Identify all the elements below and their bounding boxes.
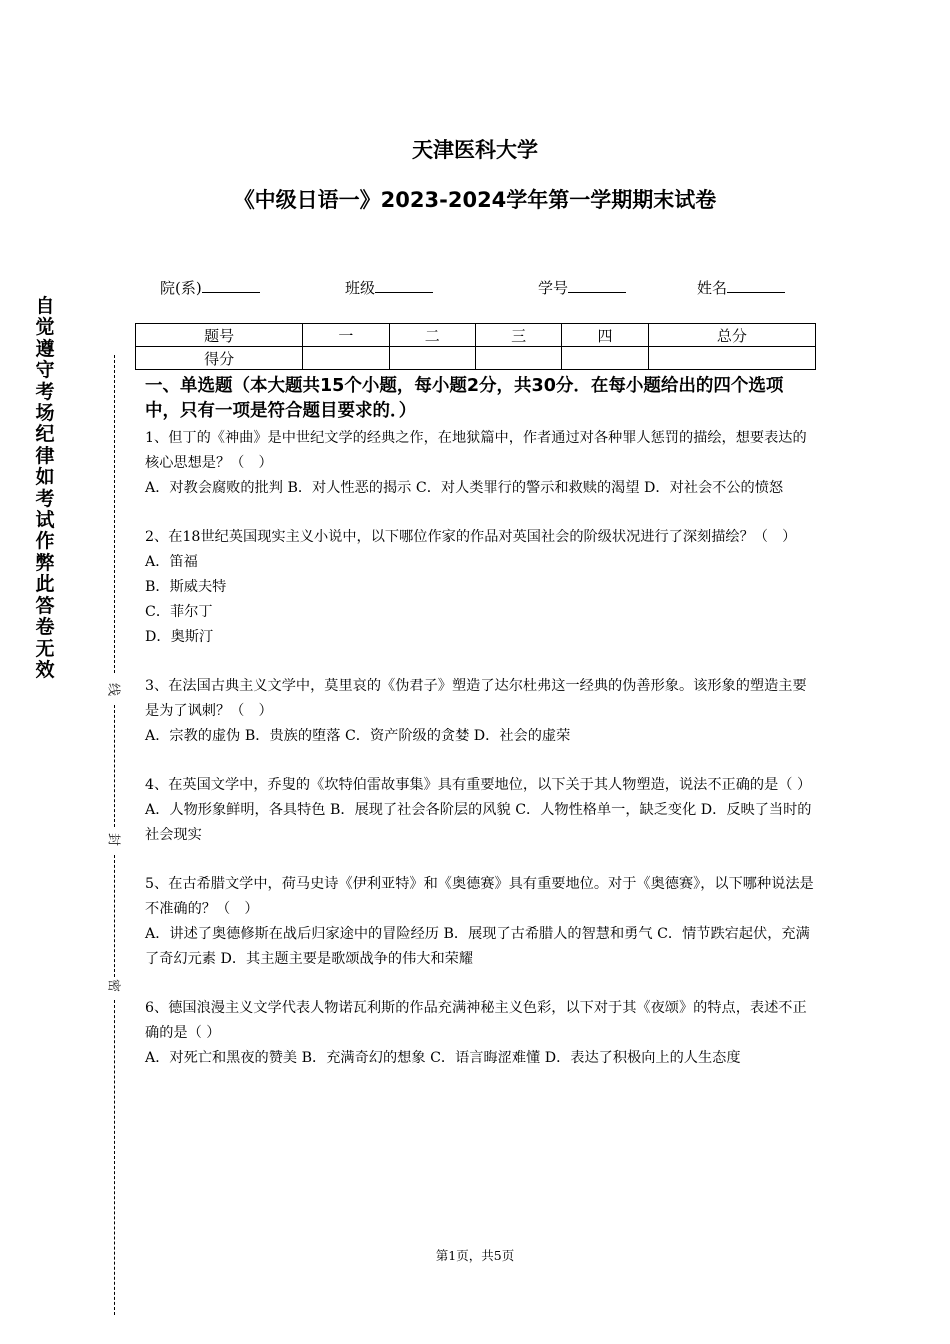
question-option: A．笛福 [145,554,198,570]
score-header-cell: 一 [303,324,389,347]
seal-mark-sealed: 密 [105,978,121,992]
question-stem: 6、德国浪漫主义文学代表人物诺瓦利斯的作品充满神秘主义色彩，以下对于其《夜颂》的特点，表述不正确的是（ ） [145,1000,807,1041]
score-header-cell: 题号 [136,324,303,347]
score-header-cell: 二 [389,324,475,347]
binding-dashed-line [114,1000,115,1315]
seal-mark-line: 线 [105,682,121,696]
score-header-cell: 四 [562,324,648,347]
side-exam-notice: 自觉遵守考场纪律如考试作弊此答卷无效 [35,295,55,681]
seal-mark-seal: 封 [105,832,121,846]
student-id-field [538,276,626,298]
exam-content [145,374,817,1095]
score-cell [562,347,648,370]
class-label: 班级 [345,279,376,297]
exam-title: 《中级日语一》2023-2024学年第一学期期末试卷 [233,188,717,212]
score-row-label: 得分 [136,347,303,370]
class-field [345,276,433,298]
score-table [135,323,816,370]
question-stem: 2、在18世纪英国现实主义小说中，以下哪位作家的作品对英国社会的阶级状况进行了深刻描绘？（ ） [145,529,797,545]
binding-dashed-line [114,355,115,673]
score-header-cell: 三 [475,324,561,347]
score-cell [648,347,815,370]
student-id-label: 学号 [538,279,569,297]
name-blank [727,276,785,293]
question-4 [145,773,817,848]
department-label: 院(系) [160,279,202,297]
question-2 [145,525,817,650]
student-id-blank [568,276,626,293]
binding-dashed-line [114,855,115,977]
score-header-cell: 总分 [648,324,815,347]
university-title: 天津医科大学 [412,138,538,162]
name-field [697,276,785,298]
score-cell [303,347,389,370]
question-3 [145,674,817,749]
name-label: 姓名 [697,279,728,297]
score-cell [475,347,561,370]
score-table-header-row [136,324,816,347]
question-option: D．奥斯汀 [145,629,214,645]
question-options: A．人物形象鲜明，各具特色 B．展现了社会各阶层的风貌 C．人物性格单一，缺乏变化 D．反映了当时的社会现实 [145,802,812,843]
question-6 [145,996,817,1071]
class-blank [375,276,433,293]
binding-dashed-line [114,705,115,827]
score-table-score-row [136,347,816,370]
question-options: A．宗教的虚伪 B．贵族的堕落 C．资产阶级的贪婪 D．社会的虚荣 [145,728,571,744]
question-options: A．讲述了奥德修斯在战后归家途中的冒险经历 B．展现了古希腊人的智慧和勇气 C．情节跌宕起伏，充满了奇幻元素 D．其主题主要是歌颂战争的伟大和荣耀 [145,926,810,967]
question-stem: 4、在英国文学中，乔叟的《坎特伯雷故事集》具有重要地位，以下关于其人物塑造，说法不正确的是（ ） [145,777,812,793]
question-options: A．对死亡和黑夜的赞美 B．充满奇幻的想象 C．语言晦涩难懂 D．表达了积极向上的人生态度 [145,1050,741,1066]
question-options: A．对教会腐败的批判 B．对人性恶的揭示 C．对人类罪行的警示和救赎的渴望 D．对社会不公的愤怒 [145,480,784,496]
question-stem: 5、在古希腊文学中，荷马史诗《伊利亚特》和《奥德赛》具有重要地位。对于《奥德赛》，以下哪种说法是不准确的？（ ） [145,876,814,917]
department-field [160,276,260,298]
question-option: B．斯威夫特 [145,579,227,595]
page-footer: 第1页，共5页 [435,1248,515,1263]
question-1 [145,426,817,501]
score-cell [389,347,475,370]
question-option: C．菲尔丁 [145,604,213,620]
question-stem: 3、在法国古典主义文学中，莫里哀的《伪君子》塑造了达尔杜弗这一经典的伪善形象。该形象的塑造主要是为了讽刺？（ ） [145,678,807,719]
student-info-line [160,276,800,300]
question-stem: 1、但丁的《神曲》是中世纪文学的经典之作，在地狱篇中，作者通过对各种罪人惩罚的描绘，想要表达的核心思想是？（ ） [145,430,807,471]
question-5 [145,872,817,972]
department-blank [202,276,260,293]
section-heading: 一、单选题（本大题共15个小题，每小题2分，共30分．在每小题给出的四个选项中，只有一项是符合题目要求的．） [145,376,784,421]
